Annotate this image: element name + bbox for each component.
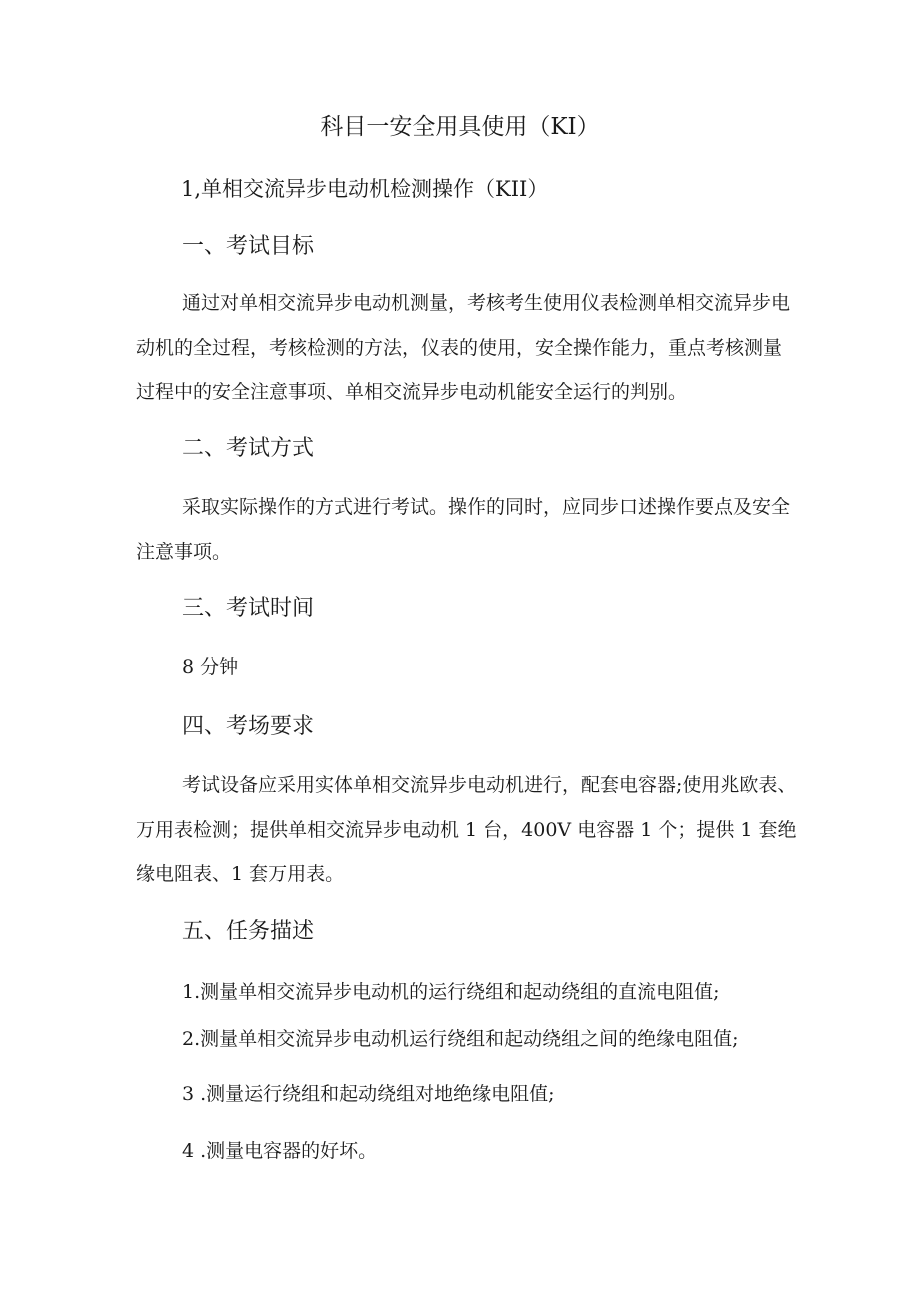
section-heading-tasks: 五、任务描述 — [182, 919, 315, 944]
task-item: 1.测量单相交流异步电动机的运行绕组和起动绕组的直流电阻值; — [182, 981, 720, 1003]
paragraph-line: 采取实际操作的方式进行考试。操作的同时，应同步口述操作要点及安全 — [182, 496, 791, 518]
section-heading-duration: 三、考试时间 — [182, 596, 315, 621]
task-item: 3 .测量运行绕组和起动绕组对地绝缘电阻值; — [182, 1083, 555, 1105]
section-heading-venue: 四、考场要求 — [182, 714, 315, 739]
task-item: 4 .测量电容器的好坏。 — [182, 1140, 378, 1162]
paragraph-line: 考试设备应采用实体单相交流异步电动机进行，配套电容器;使用兆欧表、 — [182, 774, 797, 796]
paragraph-line: 注意事项。 — [136, 541, 232, 563]
paragraph-line: 缘电阻表、1 套万用表。 — [136, 863, 345, 885]
document-title: 科目一安全用具使用（KI） — [320, 114, 600, 140]
paragraph-line: 万用表检测；提供单相交流异步电动机 1 台，400V 电容器 1 个；提供 1 套绝 — [136, 819, 797, 841]
document-subtitle: 1,单相交流异步电动机检测操作（KII） — [181, 177, 549, 201]
section-heading-objective: 一、考试目标 — [182, 234, 315, 259]
task-item: 2.测量单相交流异步电动机运行绕组和起动绕组之间的绝缘电阻值; — [182, 1028, 739, 1050]
paragraph-line: 8 分钟 — [182, 656, 239, 678]
paragraph-line: 动机的全过程，考核检测的方法，仪表的使用，安全操作能力，重点考核测量 — [136, 337, 783, 359]
section-heading-method: 二、考试方式 — [182, 436, 315, 461]
paragraph-line: 通过对单相交流异步电动机测量，考核考生使用仪表检测单相交流异步电 — [182, 292, 791, 314]
paragraph-line: 过程中的安全注意事项、单相交流异步电动机能安全运行的判别。 — [136, 381, 688, 403]
